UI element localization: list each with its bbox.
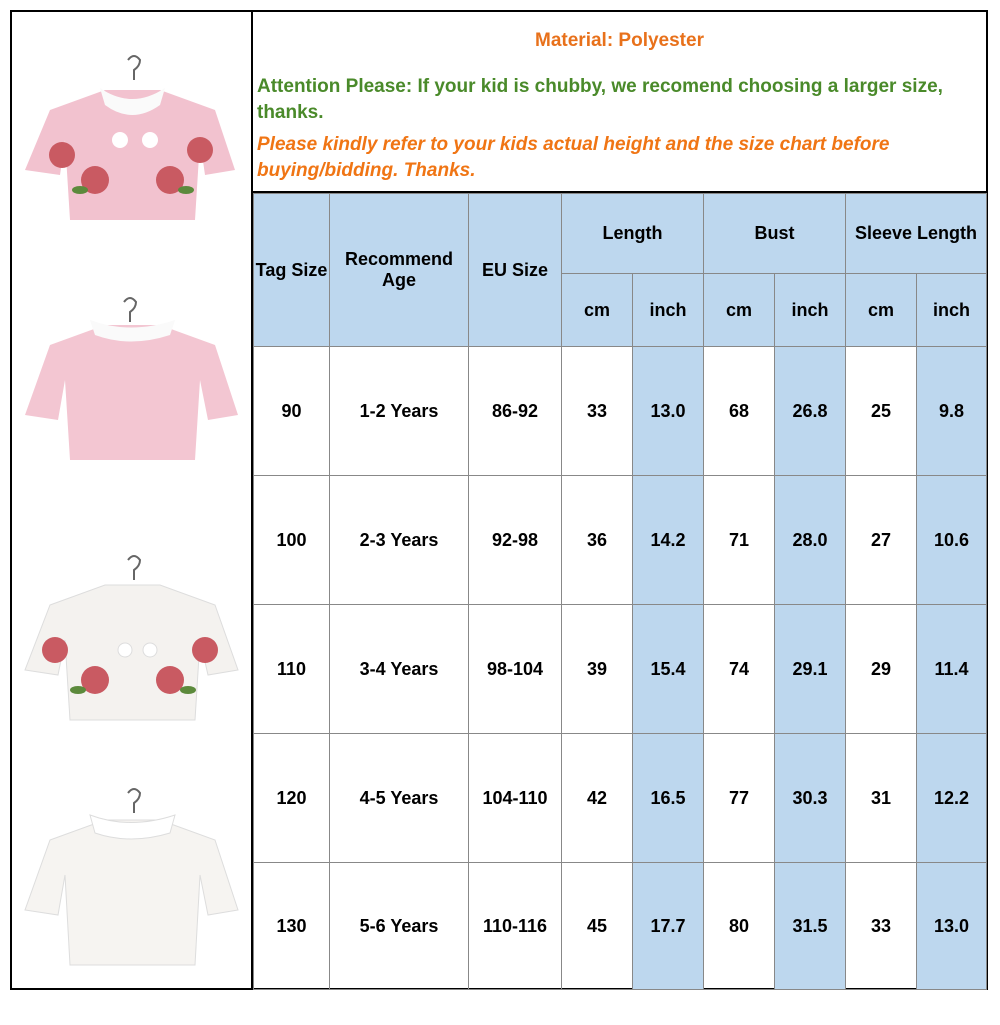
- info-header: [253, 12, 986, 193]
- cell-eu: 110-116: [469, 863, 562, 990]
- cell-length-inch: 13.0: [633, 347, 704, 476]
- cell-length-cm: 42: [562, 734, 633, 863]
- table-row: [254, 734, 987, 863]
- cell-eu: 86-92: [469, 347, 562, 476]
- cell-sleeve-cm: 25: [846, 347, 917, 476]
- cell-sleeve-cm: 33: [846, 863, 917, 990]
- attention-text: Attention Please: If your kid is chubby, we recomend choosing a larger size, thanks.: [257, 76, 943, 123]
- cell-bust-cm: 68: [704, 347, 775, 476]
- cell-bust-inch: 26.8: [775, 347, 846, 476]
- cell-length-inch: 17.7: [633, 863, 704, 990]
- header-bust-cm: cm: [704, 274, 775, 347]
- product-images-column: [10, 10, 253, 990]
- header-length-cm: cm: [562, 274, 633, 347]
- cell-bust-cm: 80: [704, 863, 775, 990]
- header-sleeve-length: Sleeve Length: [846, 194, 987, 274]
- cell-sleeve-inch: 12.2: [917, 734, 987, 863]
- cell-age: 4-5 Years: [330, 734, 469, 863]
- header-sleeve-inch: inch: [917, 274, 987, 347]
- cell-length-cm: 33: [562, 347, 633, 476]
- product-image-white-rose-coat: [10, 550, 251, 790]
- table-row: [254, 605, 987, 734]
- material-text: Material: Polyester: [535, 30, 704, 51]
- cell-length-inch: 14.2: [633, 476, 704, 605]
- cell-sleeve-cm: 29: [846, 605, 917, 734]
- cell-age: 5-6 Years: [330, 863, 469, 990]
- cell-tag: 130: [254, 863, 330, 990]
- header-recommend-age: Recommend Age: [330, 194, 469, 347]
- cell-bust-inch: 29.1: [775, 605, 846, 734]
- cell-age: 3-4 Years: [330, 605, 469, 734]
- header-sleeve-cm: cm: [846, 274, 917, 347]
- product-image-pink-plain-coat: [10, 290, 251, 530]
- header-bust: Bust: [704, 194, 846, 274]
- table-row: [254, 347, 987, 476]
- product-image-white-plain-coat: [10, 785, 251, 1025]
- sizing-note-text: Please kindly refer to your kids actual height and the size chart before buying/bidding. Thanks.: [257, 134, 890, 181]
- cell-bust-inch: 30.3: [775, 734, 846, 863]
- cell-length-inch: 16.5: [633, 734, 704, 863]
- cell-tag: 120: [254, 734, 330, 863]
- table-row: [254, 476, 987, 605]
- cell-length-cm: 36: [562, 476, 633, 605]
- header-length-inch: inch: [633, 274, 704, 347]
- cell-bust-cm: 77: [704, 734, 775, 863]
- cell-tag: 110: [254, 605, 330, 734]
- product-image-pink-rose-coat: [10, 50, 251, 290]
- header-length: Length: [562, 194, 704, 274]
- cell-sleeve-inch: 10.6: [917, 476, 987, 605]
- cell-sleeve-cm: 27: [846, 476, 917, 605]
- cell-sleeve-inch: 9.8: [917, 347, 987, 476]
- header-tag-size: Tag Size: [254, 194, 330, 347]
- cell-bust-inch: 28.0: [775, 476, 846, 605]
- header-eu-size: EU Size: [469, 194, 562, 347]
- cell-bust-cm: 71: [704, 476, 775, 605]
- cell-length-cm: 39: [562, 605, 633, 734]
- cell-eu: 104-110: [469, 734, 562, 863]
- cell-length-inch: 15.4: [633, 605, 704, 734]
- cell-eu: 98-104: [469, 605, 562, 734]
- cell-length-cm: 45: [562, 863, 633, 990]
- cell-eu: 92-98: [469, 476, 562, 605]
- header-bust-inch: inch: [775, 274, 846, 347]
- cell-bust-cm: 74: [704, 605, 775, 734]
- cell-sleeve-inch: 13.0: [917, 863, 987, 990]
- cell-age: 1-2 Years: [330, 347, 469, 476]
- table-row: [254, 863, 987, 990]
- cell-sleeve-cm: 31: [846, 734, 917, 863]
- cell-sleeve-inch: 11.4: [917, 605, 987, 734]
- cell-tag: 100: [254, 476, 330, 605]
- cell-age: 2-3 Years: [330, 476, 469, 605]
- size-chart-table: [253, 193, 987, 990]
- cell-tag: 90: [254, 347, 330, 476]
- cell-bust-inch: 31.5: [775, 863, 846, 990]
